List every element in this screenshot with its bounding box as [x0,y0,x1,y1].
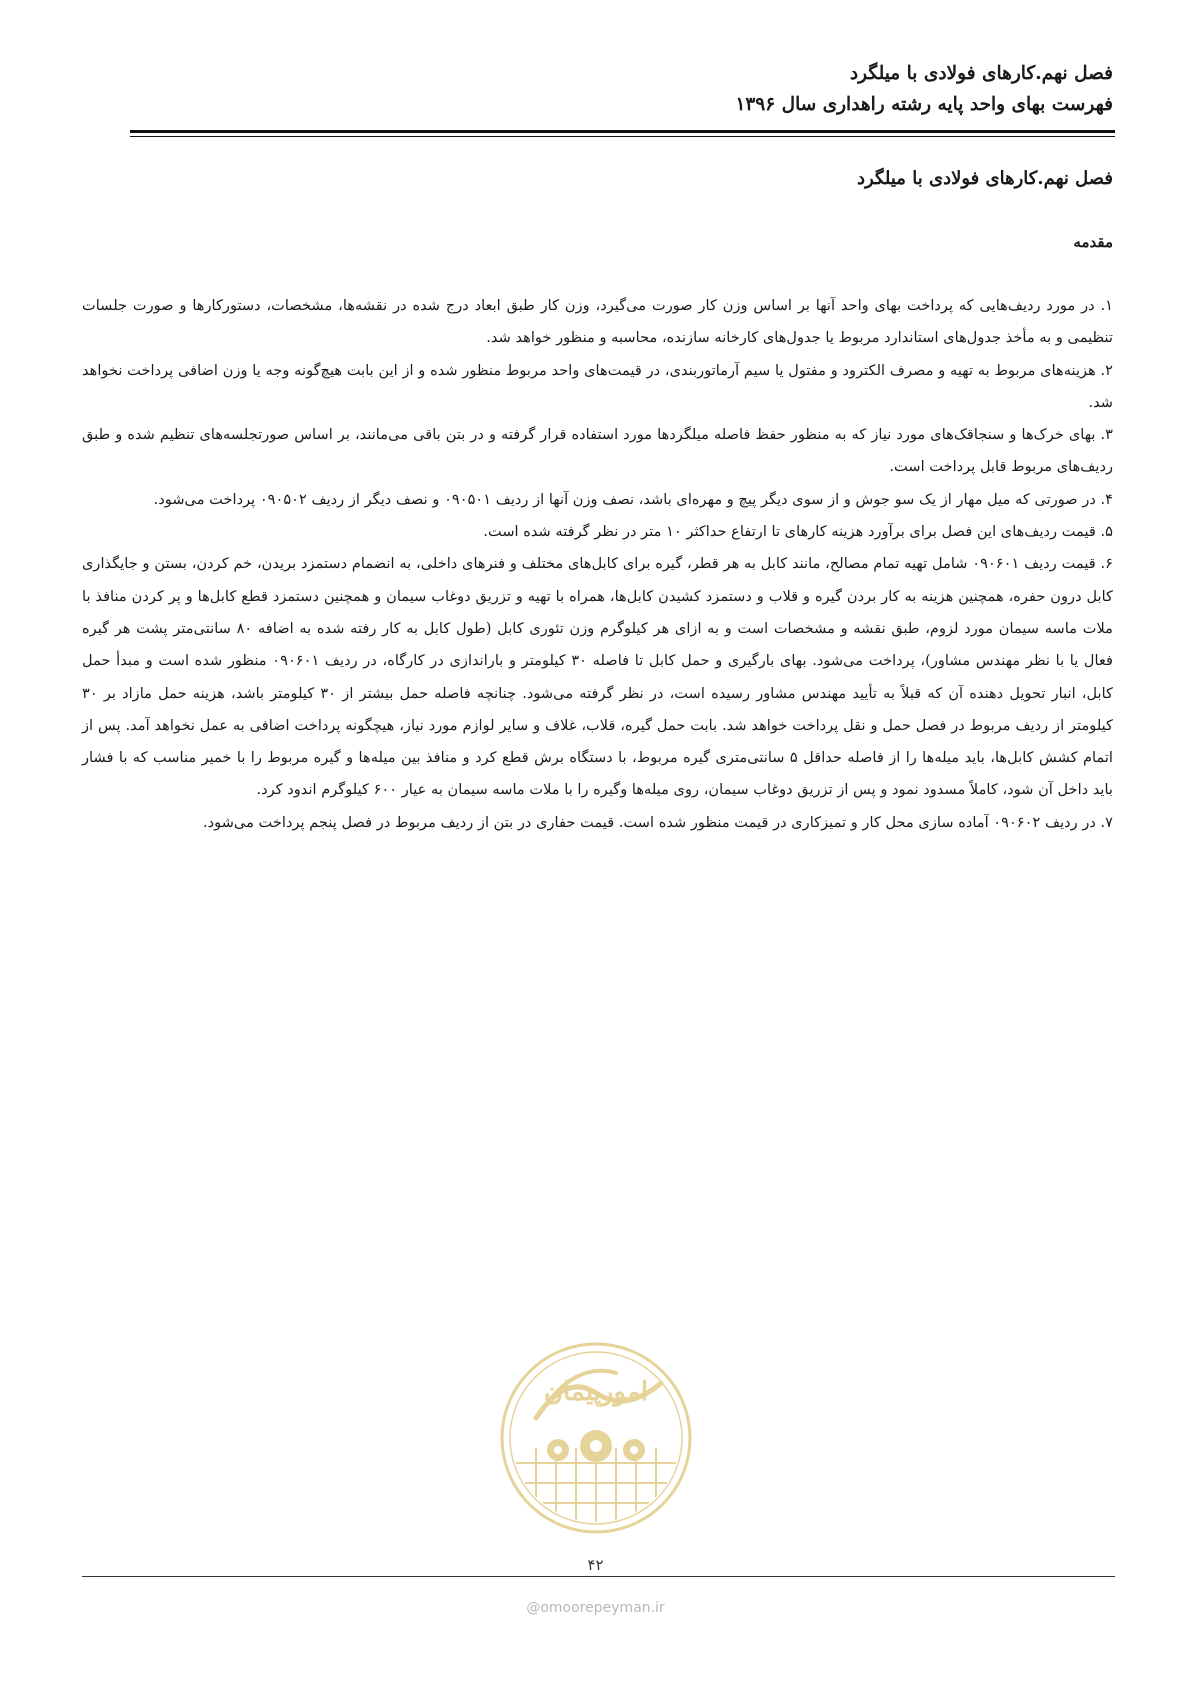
paragraph-3: ۳. بهای خرک‌ها و سنجاقک‌های مورد نیاز که به منظور حفظ فاصله میلگردها مورد استفاده قرار گرفته و در بتن باقی می‌مانند، بر اساس صورتجلسه‌های تنظیم شده و طبق ردیف‌های مربوط قابل پرداخت است. [82,426,1113,476]
watermark-text: @omoorepeyman.ir [526,1600,665,1616]
introduction-heading: مقدمه [1073,233,1113,251]
header-price-list-title: فهرست بهای واحد پایه رشته راهداری سال ۱۳۹۶ [735,94,1113,115]
page-number-value: ۴۲ [573,1556,617,1574]
paragraph-6: ۶. قیمت ردیف ۰۹۰۶۰۱ شامل تهیه تمام مصالح، مانند کابل به هر قطر، گیره برای کابل‌های مختلف و فنرهای داخلی، به انضمام دستمزد بریدن، خم کردن، بستن و جایگذاری کابل درون حفره، همچنین هزینه به کار بردن گیره و قلاب و دستمزد کشیدن کابل‌ها، همراه با تهیه و تزریق دوغاب سیمان و همچنین دستمزد قطع کابل‌ها و پر کردن منافذ با ملات ماسه سیمان مورد لزوم، طبق نقشه و مشخصات است و به ازای هر کیلوگرم وزن تئوری کابل (طول کابل به کار رفته شده به اضافه ۸۰ سانتی‌متر پشت هر گیره فعال یا با نظر مهندس مشاور)، پرداخت می‌شود. بهای بارگیری و حمل کابل تا فاصله ۳۰ کیلومتر و باراندازی در کارگاه، در ردیف ۰۹۰۶۰۱ منظور شده است و مبدأ حمل کابل، انبار تحویل دهنده آن که قبلاً به تأیید مهندس مشاور رسیده است، در نظر گرفته می‌شود. چنانچه فاصله حمل بیشتر از ۳۰ کیلومتر باشد، هزینه حمل مازاد بر ۳۰ کیلومتر از ردیف مربوط در فصل حمل و نقل پرداخت خواهد شد. بابت حمل گیره، قلاب، غلاف و سایر لوازم مورد نیاز، هیچگونه پرداخت اضافی به عمل نخواهد آمد. پس از اتمام کشش کابل‌ها، باید میله‌ها را از فاصله حداقل ۵ سانتی‌متری گیره مربوط، با دستگاه برش قطع کرد و منافذ بین میله‌ها و گیره مربوط را با خمیر مناسب که با فشار باید داخل آن شود، کاملاً مسدود نمود و پس از تزریق دوغاب سیمان، روی میله‌ها وگیره را با ملات ماسه سیمان به عیار ۶۰۰ کیلوگرم اندود کرد. [82,555,1114,799]
page-number [0,1556,1191,1574]
page-header [78,58,1113,120]
footer-divider [82,1576,1115,1577]
logo-text: امورپیمان [543,1377,649,1407]
paragraph-7: ۷. در ردیف ۰۹۰۶۰۲ آماده سازی محل کار و تمیزکاری در قیمت منظور شده است. قیمت حفاری در بتن از ردیف مربوط در فصل پنجم پرداخت می‌شود. [203,813,1113,831]
body-text [82,290,1113,839]
paragraph-2: ۲. هزینه‌های مربوط به تهیه و مصرف الکترود و مفتول یا سیم آرماتوربندی، در قیمت‌های واحد مربوط منظور شده و از این بابت هیچ‌گونه وجه یا وزن اضافی پرداخت نخواهد شد. [82,361,1113,411]
paragraph-5: ۵. قیمت ردیف‌های این فصل برای برآورد هزینه کارهای تا ارتفاع حداکثر ۱۰ متر در نظر گرفته شده است. [483,523,1113,541]
paragraph-1: ۱. در مورد ردیف‌هایی که پرداخت بهای واحد آنها بر اساس وزن کار صورت می‌گیرد، وزن کار طبق ابعاد درج شده در نقشه‌ها، مشخصات، دستورکارها و صورت جلسات تنظیمی و به مأخذ جدول‌های استاندارد مربوط یا جدول‌های کارخانه سازنده، محاسبه و منظور خواهد شد. [82,297,1113,347]
paragraph-4: ۴. در صورتی که میل مهار از یک سو جوش و از سوی دیگر پیچ و مهره‌ای باشد، نصف وزن آنها از ردیف ۰۹۰۵۰۱ و نصف دیگر از ردیف ۰۹۰۵۰۲ پرداخت می‌شود. [153,490,1113,508]
section-title: فصل نهم.کارهای فولادی با میلگرد [857,168,1113,189]
header-chapter-title: فصل نهم.کارهای فولادی با میلگرد [849,63,1113,84]
omoore-peyman-seal-logo [496,1338,696,1538]
header-divider-thin [130,136,1115,137]
header-divider-thick [130,130,1115,133]
